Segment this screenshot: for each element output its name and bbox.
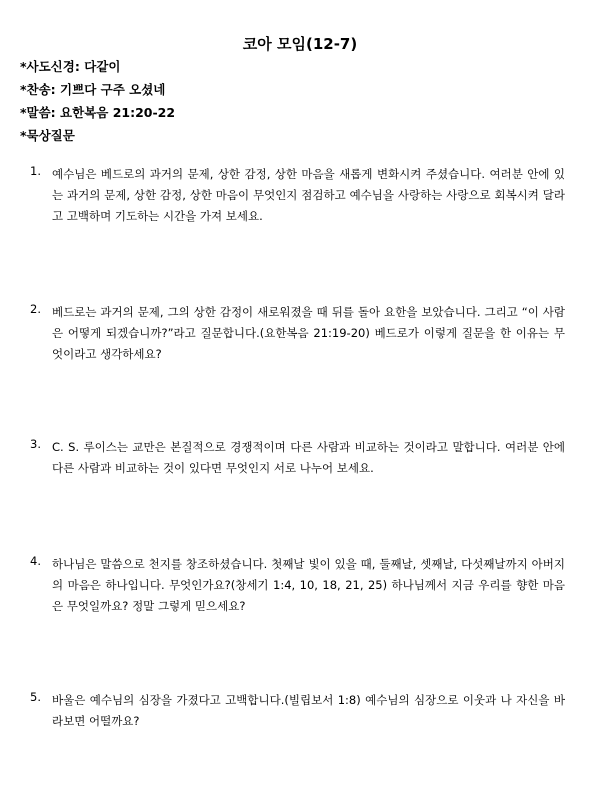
question-text: 베드로는 과거의 문제, 그의 상한 감정이 새로워졌을 때 뒤를 돌아 요한을 보았습니다. 그리고 “이 사람은 어떻게 되겠습니까?”라고 질문합니다.(요한복음 21:19-20) 베드로가 이렇게 질문을 한 이유는 무엇이라고 생각하세요? [52,305,565,361]
page-title: 코아 모임(12-7) [242,35,358,53]
question-2 [30,302,565,365]
apostles-creed-line: *사도신경: 다같이 [20,59,121,74]
question-number: 3. [30,437,41,451]
hymn-line: *찬송: 기쁘다 구주 오셨네 [20,82,166,97]
question-3 [30,437,565,479]
meditation-heading: *묵상질문 [20,128,75,143]
question-number: 2. [30,302,41,316]
question-number: 5. [30,690,41,704]
question-text: 하나님은 말씀으로 천지를 창조하셨습니다. 첫째날 빛이 있을 때, 둘째날, 셋째날, 다섯째날까지 아버지의 마음은 하나입니다. 무엇인가요?(창세기 1:4, 10, 18, 21, 25) 하나님께서 지금 우리를 향한 마음은 무엇일까요? 정말 그렇게 믿으세요? [52,557,565,613]
question-number: 1. [30,164,41,178]
question-number: 4. [30,554,41,568]
question-text: C. S. 루이스는 교만은 본질적으로 경쟁적이며 다른 사람과 비교하는 것이라고 말합니다. 여러분 안에 다른 사람과 비교하는 것이 있다면 무엇인지 서로 나누어 보세요. [52,440,565,475]
scripture-line: *말씀: 요한복음 21:20-22 [20,105,176,120]
question-1 [30,164,565,227]
question-text: 바울은 예수님의 심장을 가졌다고 고백합니다.(빌립보서 1:8) 예수님의 심장으로 이웃과 나 자신을 바라보면 어떨까요? [52,693,565,728]
question-text: 예수님은 베드로의 과거의 문제, 상한 감정, 상한 마음을 새롭게 변화시켜 주셨습니다. 여러분 안에 있는 과거의 문제, 상한 감정, 상한 마음이 무엇인지 점검하고 예수님을 사랑하는 사랑으로 회복시켜 달라고 고백하며 기도하는 시간을 가져 보세요. [52,167,565,223]
question-4 [30,554,565,617]
question-5 [30,690,565,732]
